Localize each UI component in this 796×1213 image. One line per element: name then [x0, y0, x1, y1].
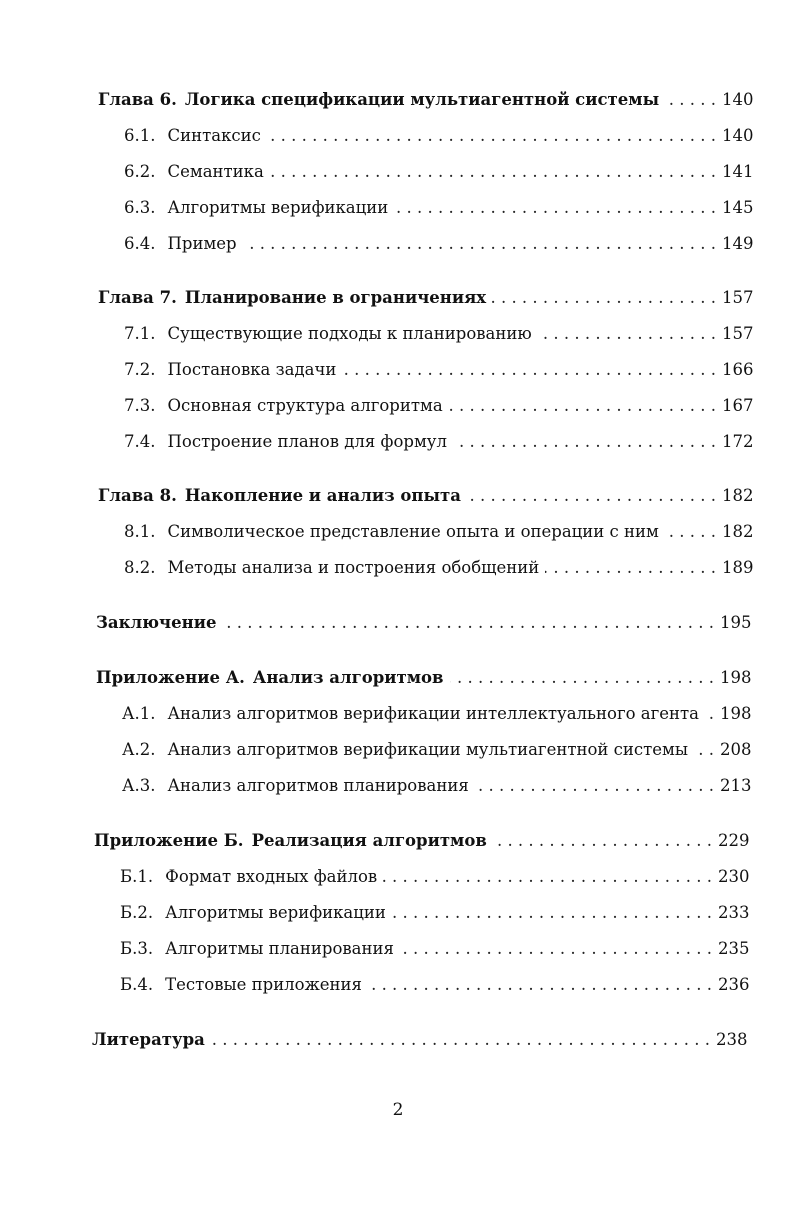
toc-title: Анализ алгоритмов верификации интеллектуального агента [167, 704, 699, 723]
dot-leader [267, 124, 716, 148]
dot-leader [545, 556, 716, 580]
toc-number: 7.1. [124, 324, 156, 343]
toc-bibliography[interactable] [92, 1028, 746, 1052]
toc-section-a-1[interactable] [122, 702, 750, 726]
toc-page: 235 [718, 939, 750, 958]
toc-section-b-4[interactable] [120, 973, 748, 997]
toc-appendix-b[interactable] [94, 829, 748, 853]
toc-page: 141 [722, 162, 754, 181]
toc-page: 213 [720, 776, 752, 795]
toc-number: 7.2. [124, 360, 156, 379]
toc-section-8-1[interactable] [124, 520, 752, 544]
toc-section-b-1[interactable] [120, 865, 748, 889]
toc-number: 7.3. [124, 396, 156, 415]
toc-title: Тестовые приложения [165, 975, 362, 994]
dot-leader [400, 937, 712, 961]
toc-page: 182 [722, 486, 754, 505]
dot-leader [211, 1028, 710, 1052]
dot-leader [705, 702, 714, 726]
toc-section-a-3[interactable] [122, 774, 750, 798]
toc-title: Реализация алгоритмов [251, 831, 487, 850]
dot-leader [467, 484, 716, 508]
toc-number: Б.4. [120, 975, 154, 994]
toc-title: Алгоритмы верификации [167, 198, 389, 217]
toc-number: Глава 8. [98, 486, 177, 505]
toc-number: А.2. [122, 740, 156, 759]
dot-leader [243, 232, 716, 256]
toc-page: 198 [720, 704, 752, 723]
toc-page: 140 [722, 126, 754, 145]
toc-section-7-4[interactable] [124, 430, 752, 454]
toc-page: 230 [718, 867, 750, 886]
toc-number: Глава 7. [98, 288, 177, 307]
toc-title: Анализ алгоритмов [252, 668, 444, 687]
dot-leader [270, 160, 716, 184]
toc-page: 167 [722, 396, 754, 415]
toc-page: 140 [722, 90, 754, 109]
toc-number: Глава 6. [98, 90, 177, 109]
toc-title: Построение планов для формул [167, 432, 447, 451]
toc-chapter-7[interactable] [98, 286, 752, 310]
toc-number: 6.3. [124, 198, 156, 217]
toc-title: Анализ алгоритмов планирования [167, 776, 469, 795]
toc-section-6-3[interactable] [124, 196, 752, 220]
toc-page: 195 [720, 613, 752, 632]
toc-title: Заключение [96, 613, 217, 632]
toc-number: А.1. [122, 704, 156, 723]
toc-title: Литература [92, 1030, 205, 1049]
dot-leader [694, 738, 714, 762]
toc-title: Накопление и анализ опыта [184, 486, 461, 505]
toc-conclusion[interactable] [96, 611, 750, 635]
toc-page: 236 [718, 975, 750, 994]
toc-title: Синтаксис [167, 126, 261, 145]
dot-leader [394, 196, 716, 220]
toc-title: Семантика [167, 162, 264, 181]
toc-title: Методы анализа и построения обобщений [167, 558, 540, 577]
toc-title: Пример [167, 234, 237, 253]
toc-section-b-2[interactable] [120, 901, 748, 925]
toc-section-a-2[interactable] [122, 738, 750, 762]
dot-leader [493, 829, 712, 853]
toc-title: Планирование в ограничениях [184, 288, 487, 307]
dot-leader [449, 394, 716, 418]
dot-leader [665, 88, 716, 112]
toc-number: Б.1. [120, 867, 154, 886]
toc-number: А.3. [122, 776, 156, 795]
toc-number: 8.1. [124, 522, 156, 541]
toc-title: Алгоритмы планирования [165, 939, 394, 958]
toc-page: 166 [722, 360, 754, 379]
toc-page: 157 [722, 288, 754, 307]
toc-title: Логика спецификации мультиагентной системы [184, 90, 660, 109]
toc-number: Б.3. [120, 939, 154, 958]
toc-chapter-6[interactable] [98, 88, 752, 112]
dot-leader [222, 611, 714, 635]
toc-page: 208 [720, 740, 752, 759]
toc-page: 149 [722, 234, 754, 253]
toc-number: 6.2. [124, 162, 156, 181]
toc-section-8-2[interactable] [124, 556, 752, 580]
page-number: 2 [392, 1100, 404, 1120]
toc-number: 7.4. [124, 432, 156, 451]
toc-title: Основная структура алгоритма [167, 396, 443, 415]
toc-number: Приложение А. [96, 668, 245, 687]
dot-leader [392, 901, 712, 925]
toc-number: 6.1. [124, 126, 156, 145]
toc-page: 238 [716, 1030, 748, 1049]
dot-leader [450, 666, 714, 690]
toc-title: Формат входных файлов [165, 867, 378, 886]
toc-number: Приложение Б. [94, 831, 244, 850]
toc-page: 233 [718, 903, 750, 922]
toc-section-b-3[interactable] [120, 937, 748, 961]
dot-leader [475, 774, 714, 798]
toc-section-7-2[interactable] [124, 358, 752, 382]
dot-leader [383, 865, 712, 889]
toc-page: 182 [722, 522, 754, 541]
toc-section-6-1[interactable] [124, 124, 752, 148]
toc-section-7-1[interactable] [124, 322, 752, 346]
toc-page: 145 [722, 198, 754, 217]
toc-title: Существующие подходы к планированию [167, 324, 532, 343]
toc-section-6-4[interactable] [124, 232, 752, 256]
toc-number: 6.4. [124, 234, 156, 253]
toc-section-6-2[interactable] [124, 160, 752, 184]
toc-page: 172 [722, 432, 754, 451]
dot-leader [342, 358, 716, 382]
dot-leader [492, 286, 716, 310]
toc-title: Постановка задачи [167, 360, 337, 379]
toc-appendix-a[interactable] [96, 666, 750, 690]
dot-leader [538, 322, 716, 346]
toc-number: Б.2. [120, 903, 154, 922]
toc-title: Алгоритмы верификации [165, 903, 386, 922]
toc-section-7-3[interactable] [124, 394, 752, 418]
toc-page: 157 [722, 324, 754, 343]
dot-leader [368, 973, 712, 997]
toc-page: 189 [722, 558, 754, 577]
toc-page: 229 [718, 831, 750, 850]
toc-title: Анализ алгоритмов верификации мультиагентной системы [167, 740, 688, 759]
dot-leader [665, 520, 716, 544]
toc-chapter-8[interactable] [98, 484, 752, 508]
toc-page: 198 [720, 668, 752, 687]
toc-number: 8.2. [124, 558, 156, 577]
dot-leader [453, 430, 716, 454]
toc-title: Символическое представление опыта и операции с ним [167, 522, 659, 541]
